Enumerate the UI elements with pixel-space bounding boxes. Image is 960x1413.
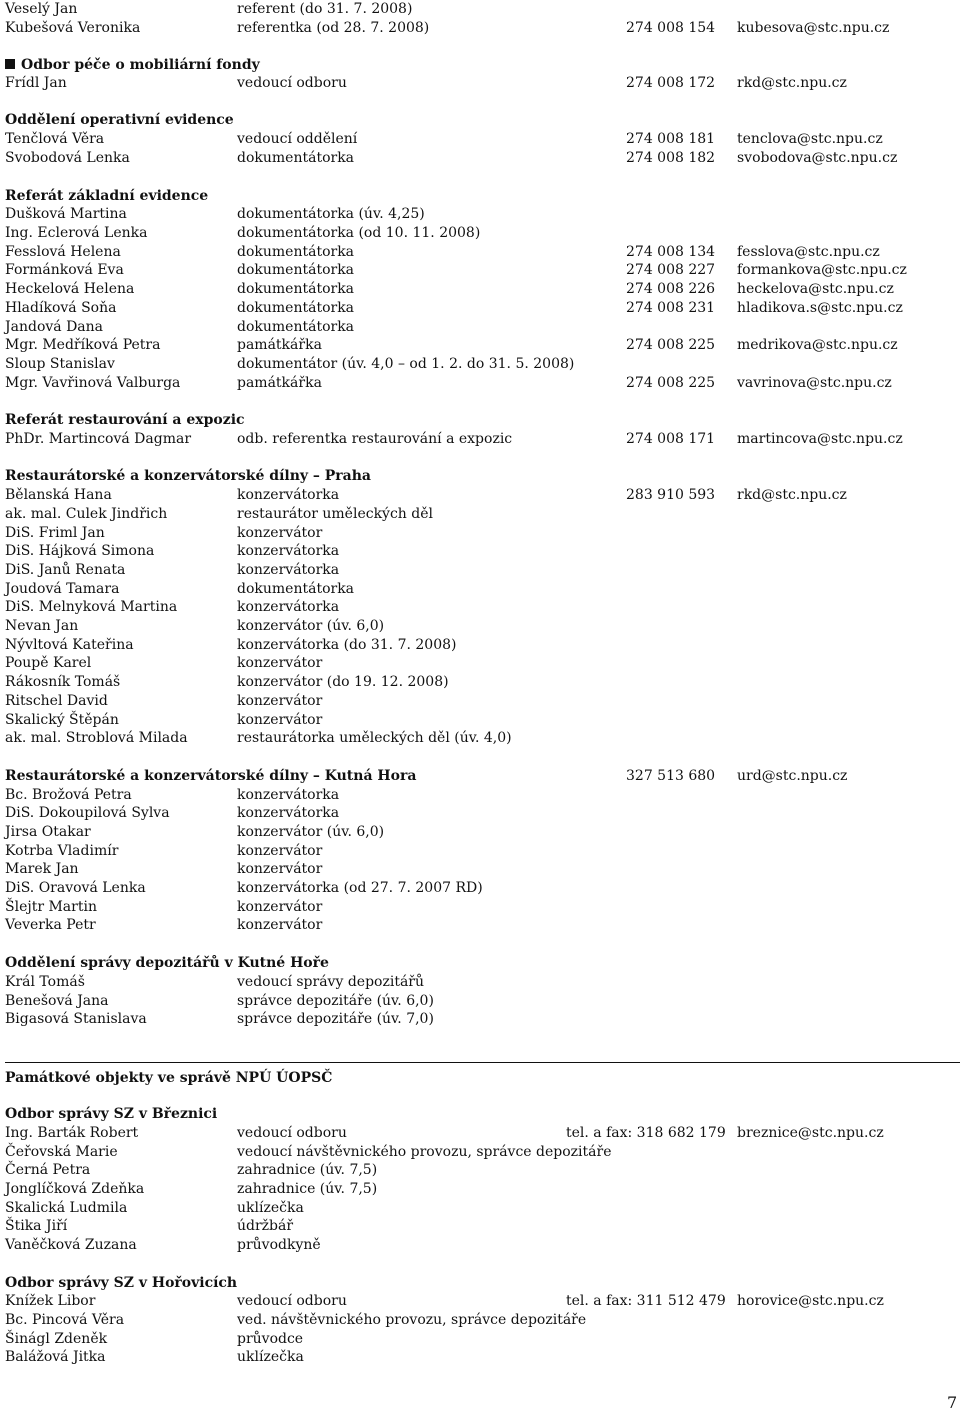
staff-role: vedoucí oddělení <box>237 131 358 148</box>
email-address: kubesova@stc.npu.cz <box>737 19 890 36</box>
staff-role: dokumentátor (úv. 4,0 – od 1. 2. do 31. 5. 2008) <box>237 355 575 372</box>
staff-role: konzervátor <box>237 524 323 541</box>
staff-role: konzervátor (úv. 6,0) <box>237 823 385 840</box>
email-address: hladikova.s@stc.npu.cz <box>737 299 903 316</box>
staff-role: konzervátorka (do 31. 7. 2008) <box>237 636 457 653</box>
staff-row <box>0 823 960 842</box>
staff-name: Poupě Karel <box>5 655 92 672</box>
staff-row <box>0 374 960 393</box>
staff-row <box>0 1124 960 1143</box>
staff-row <box>0 336 960 355</box>
staff-role: konzervátor (do 19. 12. 2008) <box>237 674 449 691</box>
staff-role: dokumentátorka <box>237 243 355 260</box>
staff-row <box>0 243 960 262</box>
email-address: urd@stc.npu.cz <box>737 767 848 784</box>
section-heading-text: Restaurátorské a konzervátorské dílny – Praha <box>5 468 371 485</box>
staff-row <box>0 842 960 861</box>
staff-name: Ing. Barták Robert <box>5 1124 139 1141</box>
staff-name: Ing. Eclerová Lenka <box>5 225 148 241</box>
staff-name: DiS. Dokoupilová Sylva <box>5 805 170 822</box>
staff-name: Skalická Ludmila <box>5 1199 128 1216</box>
staff-role: konzervátorka (od 27. 7. 2007 RD) <box>237 880 483 896</box>
section-heading-text: Oddělení správy depozitářů v Kutné Hoře <box>5 955 329 972</box>
section-heading <box>5 954 329 973</box>
staff-row <box>0 1292 960 1311</box>
staff-role: vedoucí odboru <box>237 75 347 92</box>
staff-row <box>0 729 960 748</box>
staff-role: zahradnice (úv. 7,5) <box>237 1162 378 1179</box>
staff-name: Nývltová Kateřina <box>5 636 134 653</box>
staff-row <box>0 19 960 38</box>
staff-name: ak. mal. Culek Jindřich <box>5 505 168 522</box>
staff-row <box>0 486 960 505</box>
staff-row <box>0 505 960 524</box>
staff-name: Jonglíčková Zdeňka <box>5 1180 145 1197</box>
page-number: 7 <box>947 1393 958 1412</box>
section-heading-text: Odbor správy SZ v Březnici <box>5 1106 218 1123</box>
staff-row <box>0 318 960 337</box>
staff-role: dokumentátorka <box>237 299 355 316</box>
staff-row <box>0 130 960 149</box>
staff-name: Frídl Jan <box>5 75 67 92</box>
staff-name: PhDr. Martincová Dagmar <box>5 430 192 447</box>
square-bullet-icon <box>5 59 15 69</box>
staff-name: Benešová Jana <box>5 992 109 1009</box>
section-divider <box>5 1062 960 1063</box>
staff-row <box>0 711 960 730</box>
tel-fax-number: tel. a fax: 318 682 179 <box>566 1124 726 1141</box>
staff-role: konzervátorka <box>237 487 340 504</box>
staff-name: ak. mal. Stroblová Milada <box>5 730 188 747</box>
staff-row <box>0 898 960 917</box>
staff-row <box>0 879 960 898</box>
staff-role: dokumentátorka (úv. 4,25) <box>237 206 425 223</box>
email-address: rkd@stc.npu.cz <box>737 75 847 92</box>
heading-contact-row <box>0 767 960 786</box>
staff-name: Bělanská Hana <box>5 487 112 504</box>
staff-role: restaurátorka uměleckých děl (úv. 4,0) <box>237 730 512 747</box>
section-heading <box>5 1105 217 1124</box>
staff-role: konzervátor <box>237 842 323 859</box>
phone-number: 274 008 171 <box>626 430 716 447</box>
staff-row <box>0 542 960 561</box>
phone-number: 283 910 593 <box>626 487 716 504</box>
staff-name: Kubešová Veronika <box>5 19 141 36</box>
phone-number: 274 008 226 <box>626 281 716 298</box>
section-heading <box>5 467 371 486</box>
staff-row <box>0 430 960 449</box>
staff-role: vedoucí odboru <box>237 1124 347 1141</box>
tel-fax-number: tel. a fax: 311 512 479 <box>566 1293 726 1310</box>
staff-name: Bc. Brožová Petra <box>5 786 132 803</box>
staff-role: správce depozitáře (úv. 6,0) <box>237 992 434 1009</box>
staff-row <box>0 1311 960 1330</box>
staff-name: Tenčlová Věra <box>5 131 105 148</box>
phone-number: 274 008 134 <box>626 243 716 260</box>
staff-name: Jandová Dana <box>5 318 104 335</box>
email-address: breznice@stc.npu.cz <box>737 1124 884 1141</box>
email-address: vavrinova@stc.npu.cz <box>737 374 892 391</box>
staff-role: průvodce <box>237 1330 304 1347</box>
staff-role: památkářka <box>237 374 322 391</box>
section-heading <box>5 1274 237 1293</box>
staff-role: konzervátorka <box>237 599 340 616</box>
staff-row <box>0 692 960 711</box>
section-heading <box>5 1069 332 1088</box>
section-heading-text: Odbor správy SZ v Hořovicích <box>5 1274 238 1291</box>
staff-name: DiS. Melnyková Martina <box>5 599 178 616</box>
staff-role: konzervátor <box>237 917 323 934</box>
staff-name: Skalický Štěpán <box>5 711 119 728</box>
staff-row <box>0 205 960 224</box>
staff-name: Balážová Jitka <box>5 1349 106 1366</box>
phone-number: 274 008 225 <box>626 374 716 391</box>
staff-name: Knížek Libor <box>5 1293 96 1310</box>
staff-row <box>0 804 960 823</box>
phone-number: 274 008 231 <box>626 299 716 316</box>
staff-row <box>0 786 960 805</box>
email-address: rkd@stc.npu.cz <box>737 487 847 504</box>
staff-name: DiS. Friml Jan <box>5 524 105 541</box>
staff-name: Sloup Stanislav <box>5 355 115 372</box>
staff-role: konzervátor <box>237 711 323 728</box>
staff-role: údržbář <box>237 1218 294 1235</box>
staff-row <box>0 1217 960 1236</box>
staff-row <box>0 580 960 599</box>
phone-number: 274 008 154 <box>626 19 716 36</box>
section-heading <box>5 56 260 75</box>
staff-name: Formánková Eva <box>5 262 124 279</box>
email-address: formankova@stc.npu.cz <box>737 262 907 279</box>
staff-role: konzervátor (úv. 6,0) <box>237 618 385 634</box>
staff-row <box>0 992 960 1011</box>
staff-name: Veverka Petr <box>5 917 96 934</box>
phone-number: 274 008 227 <box>626 262 716 279</box>
staff-role: konzervátorka <box>237 805 340 822</box>
staff-row <box>0 149 960 168</box>
staff-name: DiS. Oravová Lenka <box>5 880 146 896</box>
staff-row <box>0 1199 960 1218</box>
email-address: svobodova@stc.npu.cz <box>737 149 898 166</box>
section-heading-text: Referát restaurování a expozic <box>5 412 245 429</box>
staff-role: referent (do 31. 7. 2008) <box>237 1 413 17</box>
staff-row <box>0 673 960 692</box>
section-heading-text: Památkové objekty ve správě NPÚ ÚOPSČ <box>5 1069 333 1086</box>
staff-name: Mgr. Vavřinová Valburga <box>5 374 181 391</box>
section-heading <box>5 411 245 430</box>
staff-row <box>0 0 960 19</box>
staff-row <box>0 1348 960 1367</box>
staff-name: Čeřovská Marie <box>5 1143 118 1160</box>
staff-row <box>0 860 960 879</box>
email-address: martincova@stc.npu.cz <box>737 430 903 447</box>
staff-name: Král Tomáš <box>5 974 85 990</box>
staff-name: Kotrba Vladimír <box>5 842 119 859</box>
staff-row <box>0 1236 960 1255</box>
phone-number: 274 008 181 <box>626 131 716 148</box>
staff-name: Veselý Jan <box>5 1 78 17</box>
section-heading-text: Restaurátorské a konzervátorské dílny – Kutná Hora <box>5 767 417 784</box>
staff-name: Mgr. Medříková Petra <box>5 337 161 354</box>
staff-role: památkářka <box>237 337 322 354</box>
staff-role: dokumentátorka <box>237 281 355 298</box>
staff-name: Štika Jiří <box>5 1218 68 1235</box>
staff-name: Ritschel David <box>5 692 108 709</box>
staff-row <box>0 973 960 992</box>
section-heading-text: Referát základní evidence <box>5 187 209 204</box>
email-address: medrikova@stc.npu.cz <box>737 337 898 354</box>
staff-name: Nevan Jan <box>5 618 79 634</box>
staff-role: dokumentátorka (od 10. 11. 2008) <box>237 225 481 241</box>
staff-name: Svobodová Lenka <box>5 149 130 166</box>
staff-name: Hladíková Soňa <box>5 299 117 316</box>
staff-row <box>0 561 960 580</box>
staff-role: vedoucí odboru <box>237 1293 347 1310</box>
staff-role: dokumentátorka <box>237 262 355 279</box>
staff-name: Fesslová Helena <box>5 243 121 260</box>
staff-role: konzervátor <box>237 655 323 672</box>
section-heading-text: Odbor péče o mobiliární fondy <box>21 56 260 73</box>
section-heading <box>5 187 208 206</box>
staff-role: konzervátorka <box>237 561 340 578</box>
staff-row <box>0 1330 960 1349</box>
staff-role: konzervátor <box>237 898 323 915</box>
staff-name: Šlejtr Martin <box>5 898 97 915</box>
staff-row <box>0 280 960 299</box>
staff-name: Šinágl Zdeněk <box>5 1330 108 1347</box>
staff-name: Jirsa Otakar <box>5 823 91 840</box>
staff-role: uklízečka <box>237 1349 304 1366</box>
staff-role: dokumentátorka <box>237 318 355 335</box>
staff-row <box>0 636 960 655</box>
staff-row <box>0 261 960 280</box>
staff-role: ved. návštěvnického provozu, správce depozitáře <box>237 1312 587 1328</box>
staff-name: DiS. Hájková Simona <box>5 543 155 560</box>
staff-name: Dušková Martina <box>5 206 127 223</box>
staff-role: dokumentátorka <box>237 149 355 166</box>
phone-number: 327 513 680 <box>626 767 716 784</box>
staff-role: dokumentátorka <box>237 580 355 597</box>
staff-name: Joudová Tamara <box>5 580 120 597</box>
staff-name: DiS. Janů Renata <box>5 561 126 578</box>
staff-name: Heckelová Helena <box>5 281 135 298</box>
phone-number: 274 008 225 <box>626 337 716 354</box>
staff-name: Vaněčková Zuzana <box>5 1237 137 1253</box>
email-address: fesslova@stc.npu.cz <box>737 243 880 260</box>
staff-row <box>0 1180 960 1199</box>
staff-name: Bc. Pincová Věra <box>5 1312 125 1328</box>
email-address: tenclova@stc.npu.cz <box>737 131 883 148</box>
staff-role: konzervátor <box>237 861 323 878</box>
email-address: horovice@stc.npu.cz <box>737 1293 884 1310</box>
staff-row <box>0 524 960 543</box>
phone-number: 274 008 182 <box>626 149 716 166</box>
staff-row <box>0 299 960 318</box>
staff-row <box>0 74 960 93</box>
section-heading-text: Oddělení operativní evidence <box>5 112 234 129</box>
staff-role: vedoucí správy depozitářů <box>237 974 424 990</box>
staff-row <box>0 916 960 935</box>
staff-name: Marek Jan <box>5 861 79 878</box>
staff-role: průvodkyně <box>237 1237 321 1253</box>
staff-role: referentka (od 28. 7. 2008) <box>237 19 430 36</box>
staff-row <box>0 224 960 243</box>
staff-row <box>0 1161 960 1180</box>
email-address: heckelova@stc.npu.cz <box>737 281 894 298</box>
staff-role: zahradnice (úv. 7,5) <box>237 1180 378 1197</box>
staff-role: konzervátorka <box>237 543 340 560</box>
staff-name: Rákosník Tomáš <box>5 674 121 691</box>
staff-row <box>0 654 960 673</box>
staff-role: odb. referentka restaurování a expozic <box>237 430 513 447</box>
staff-row <box>0 355 960 374</box>
staff-row <box>0 598 960 617</box>
staff-role: konzervátor <box>237 692 323 709</box>
staff-row <box>0 1143 960 1162</box>
staff-role: vedoucí návštěvnického provozu, správce depozitáře <box>237 1143 612 1160</box>
section-heading <box>5 111 234 130</box>
staff-role: konzervátorka <box>237 786 340 803</box>
staff-name: Černá Petra <box>5 1162 91 1179</box>
staff-role: uklízečka <box>237 1199 304 1216</box>
staff-row <box>0 617 960 636</box>
phone-number: 274 008 172 <box>626 75 716 92</box>
staff-row <box>0 1010 960 1029</box>
staff-role: restaurátor uměleckých děl <box>237 505 433 522</box>
staff-name: Bigasová Stanislava <box>5 1011 147 1028</box>
staff-role: správce depozitáře (úv. 7,0) <box>237 1011 434 1028</box>
